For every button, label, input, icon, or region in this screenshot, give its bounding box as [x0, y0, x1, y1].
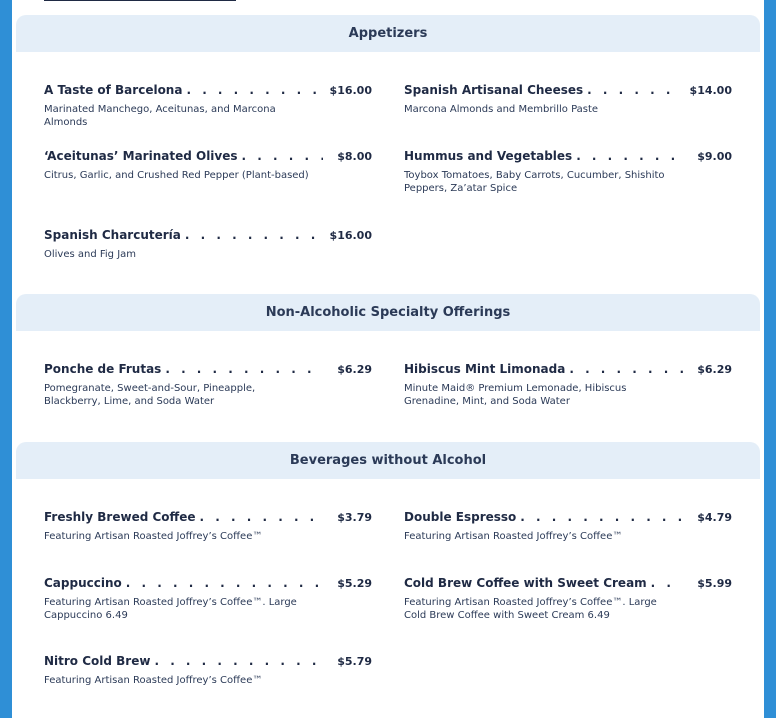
dot-leader: [651, 575, 684, 591]
item-price: $6.29: [337, 363, 372, 376]
menu-item: [44, 653, 372, 687]
menu-item: [404, 148, 732, 195]
item-name: Cappuccino: [44, 576, 122, 590]
item-name: A Taste of Barcelona: [44, 83, 183, 97]
item-price: $5.29: [337, 577, 372, 590]
item-description: Toybox Tomatoes, Baby Carrots, Cucumber, Shishito Peppers, Za’atar Spice: [404, 170, 665, 194]
menu-item: [404, 361, 732, 408]
item-price: $3.79: [337, 511, 372, 524]
menu-page: [12, 0, 764, 718]
item-name: Spanish Artisanal Cheeses: [404, 83, 584, 97]
item-name: Hummus and Vegetables: [404, 149, 573, 163]
item-description: Featuring Artisan Roasted Joffrey’s Coffee™: [44, 675, 263, 686]
menu-item: [44, 509, 372, 543]
item-name: Double Espresso: [404, 510, 517, 524]
item-description: Citrus, Garlic, and Crushed Red Pepper (Plant-based): [44, 170, 309, 181]
item-description: Marinated Manchego, Aceitunas, and Marcona Almonds: [44, 104, 276, 128]
section-header-non-alcoholic: [16, 294, 760, 331]
menu-item: [404, 82, 732, 116]
item-name: Spanish Charcutería: [44, 228, 181, 242]
section-header-appetizers: [16, 15, 760, 52]
item-description: Olives and Fig Jam: [44, 249, 137, 260]
dot-leader: [520, 509, 683, 525]
section-header-beverages: [16, 442, 760, 479]
item-name: Nitro Cold Brew: [44, 654, 151, 668]
dot-leader: [126, 575, 323, 591]
menu-item: [44, 148, 372, 182]
dot-leader: [200, 509, 324, 525]
section-title: Appetizers: [348, 26, 428, 41]
section-title: Beverages without Alcohol: [289, 453, 487, 468]
dot-leader: [186, 82, 315, 98]
dot-leader: [185, 227, 316, 243]
item-price: $16.00: [329, 84, 372, 97]
menu-item: [44, 227, 372, 261]
item-description: Marcona Almonds and Membrillo Paste: [404, 104, 599, 115]
dot-leader: [569, 361, 683, 377]
menu-item: [44, 82, 372, 129]
item-price: $14.00: [689, 84, 732, 97]
top-divider: [44, 0, 236, 1]
dot-leader: [242, 148, 324, 164]
menu-item: [44, 575, 372, 622]
item-price: $8.00: [337, 150, 372, 163]
item-name: Ponche de Frutas: [44, 362, 162, 376]
section-title: Non-Alcoholic Specialty Offerings: [265, 305, 511, 320]
menu-item: [404, 575, 732, 622]
dot-leader: [154, 653, 323, 669]
item-price: $5.99: [697, 577, 732, 590]
item-price: $5.79: [337, 655, 372, 668]
item-price: $9.00: [697, 150, 732, 163]
item-name: Freshly Brewed Coffee: [44, 510, 196, 524]
item-name: Hibiscus Mint Limonada: [404, 362, 566, 376]
item-name: ‘Aceitunas’ Marinated Olives: [44, 149, 238, 163]
item-description: Featuring Artisan Roasted Joffrey’s Coffee™: [44, 531, 263, 542]
item-description: Featuring Artisan Roasted Joffrey’s Coffee™. Large Cappuccino 6.49: [44, 597, 297, 621]
item-price: $6.29: [697, 363, 732, 376]
item-description: Featuring Artisan Roasted Joffrey’s Coffee™. Large Cold Brew Coffee with Sweet Cream 6.49: [404, 597, 657, 621]
dot-leader: [576, 148, 683, 164]
item-description: Pomegranate, Sweet-and-Sour, Pineapple, Blackberry, Lime, and Soda Water: [44, 383, 256, 407]
item-description: Minute Maid® Premium Lemonade, Hibiscus Grenadine, Mint, and Soda Water: [404, 383, 627, 407]
dot-leader: [165, 361, 323, 377]
item-description: Featuring Artisan Roasted Joffrey’s Coffee™: [404, 531, 623, 542]
item-price: $16.00: [329, 229, 372, 242]
menu-item: [404, 509, 732, 543]
item-name: Cold Brew Coffee with Sweet Cream: [404, 576, 647, 590]
menu-item: [44, 361, 372, 408]
dot-leader: [587, 82, 675, 98]
item-price: $4.79: [697, 511, 732, 524]
